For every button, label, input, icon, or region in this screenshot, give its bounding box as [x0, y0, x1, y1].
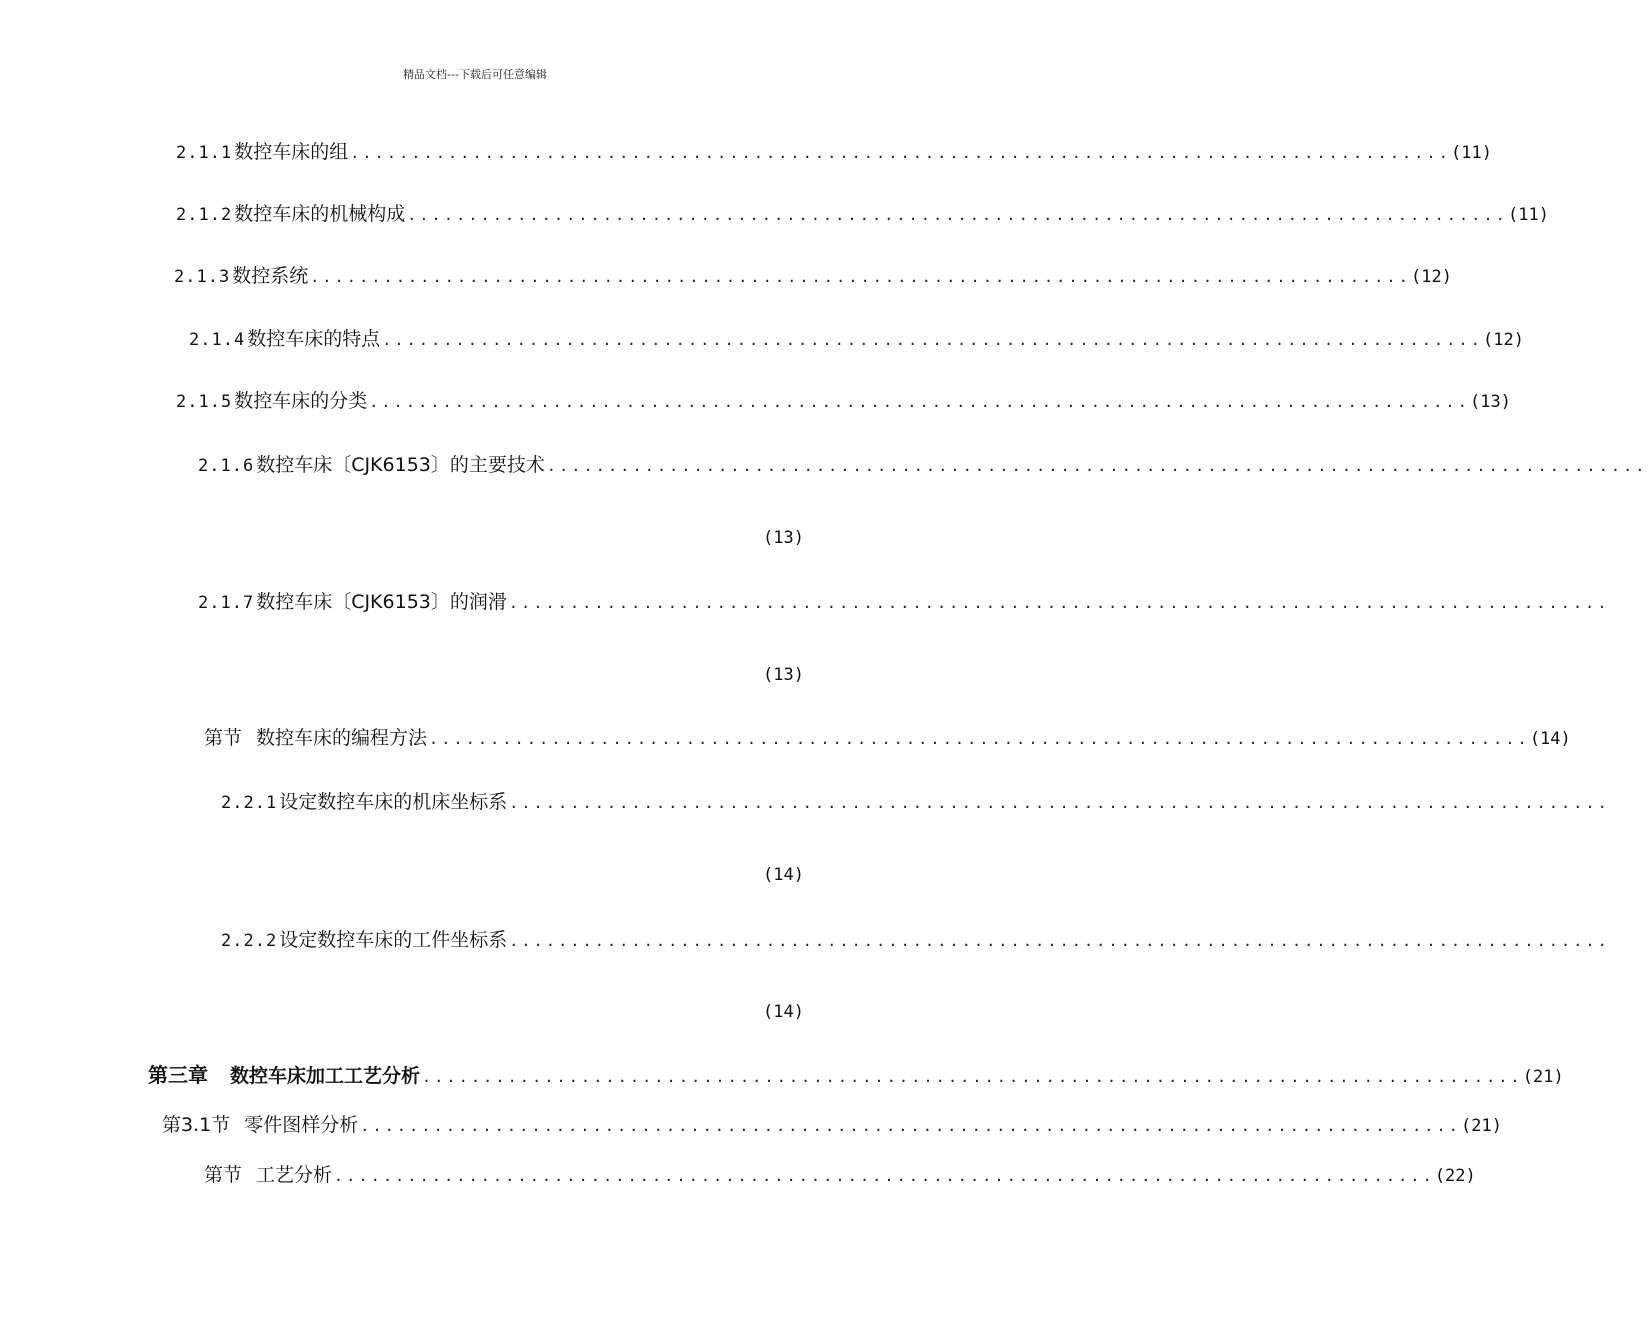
- toc-entry-number: 2.1.4: [189, 330, 246, 350]
- toc-leader-dots: ..........................................................................................: [422, 1068, 1523, 1086]
- toc-leader-dots: ..........................................................................................: [429, 730, 1530, 748]
- toc-chapter-label: 第三章: [148, 1063, 208, 1087]
- toc-entry-title: 数控车床的特点: [247, 328, 381, 350]
- toc-entry-title: 数控车床的编程方法: [256, 727, 428, 749]
- toc-entry-title: 数控车床〔CJK6153〕的主要技术: [256, 454, 545, 476]
- toc-leader-dots: ..........................................................................................: [310, 268, 1411, 286]
- toc-entry-section-label: 第节: [204, 727, 243, 749]
- toc-leader-dots: ..........................................................................................: [509, 932, 1610, 950]
- toc-entry-page: (11): [1507, 205, 1549, 225]
- toc-entry-section-process[interactable]: [204, 1163, 1476, 1187]
- toc-entry-2-1-7[interactable]: [198, 590, 1610, 614]
- toc-leader-dots: ..........................................................................................: [350, 144, 1451, 162]
- toc-entry-section-programming[interactable]: [204, 726, 1571, 750]
- toc-entry-title: 设定数控车床的机床坐标系: [279, 791, 508, 813]
- toc-leader-dots: ..........................................................................................: [508, 594, 1610, 612]
- toc-entry-page: (12): [1410, 267, 1452, 287]
- toc-entry-title: 数控系统: [232, 265, 309, 287]
- toc-entry-section-3-1[interactable]: [162, 1113, 1502, 1137]
- toc-entry-2-2-2[interactable]: [221, 928, 1610, 952]
- toc-entry-2-1-4[interactable]: [189, 327, 1524, 351]
- toc-entry-title: 数控车床〔CJK6153〕的润滑: [256, 591, 507, 613]
- toc-leader-dots: ..........................................................................................: [382, 331, 1483, 349]
- toc-entry-number: 2.2.1: [221, 793, 278, 813]
- toc-entry-number: 2.1.2: [176, 205, 233, 225]
- toc-entry-number: 2.1.6: [198, 456, 255, 476]
- toc-leader-dots: ..........................................................................................: [546, 457, 1648, 475]
- toc-entry-page: (13): [1469, 392, 1511, 412]
- toc-entry-2-1-6[interactable]: [198, 453, 1648, 477]
- toc-entry-number: 2.1.3: [174, 267, 231, 287]
- toc-entry-2-2-1[interactable]: [221, 790, 1610, 814]
- toc-entry-number: 2.2.2: [221, 931, 278, 951]
- toc-entry-section-label: 第3.1节: [162, 1114, 231, 1136]
- toc-entry-page: (11): [1450, 143, 1492, 163]
- toc-entry-2-1-1[interactable]: [176, 140, 1492, 164]
- toc-entry-number: 2.1.1: [176, 143, 233, 163]
- toc-entry-page: (21): [1522, 1067, 1564, 1087]
- toc-entry-title: 数控车床加工工艺分析: [230, 1065, 421, 1087]
- toc-entry-section-label: 第节: [204, 1164, 243, 1186]
- toc-entry-page: (13): [763, 665, 804, 685]
- toc-leader-dots: ..........................................................................................: [509, 794, 1610, 812]
- toc-entry-title: 数控车床的组: [234, 141, 349, 163]
- toc-entry-title: 设定数控车床的工件坐标系: [279, 929, 508, 951]
- toc-entry-page: (14): [1529, 729, 1571, 749]
- toc-entry-page: (14): [763, 865, 804, 885]
- toc-entry-2-1-2[interactable]: [176, 202, 1549, 226]
- toc-entry-title: 工艺分析: [256, 1164, 333, 1186]
- toc-entry-title: 数控车床的机械构成: [234, 203, 406, 225]
- toc-entry-page: (12): [1482, 330, 1524, 350]
- toc-entry-title: 数控车床的分类: [234, 390, 368, 412]
- toc-entry-title: 零件图样分析: [244, 1114, 359, 1136]
- toc-leader-dots: ..........................................................................................: [369, 393, 1470, 411]
- toc-entry-chapter-3[interactable]: [148, 1063, 1564, 1087]
- toc-entry-2-1-3[interactable]: [174, 264, 1452, 288]
- toc-entry-page: (14): [763, 1002, 804, 1022]
- toc-leader-dots: ..........................................................................................: [334, 1167, 1435, 1185]
- toc-entry-page: (13): [763, 528, 804, 548]
- toc-entry-page: (21): [1461, 1116, 1502, 1136]
- page-header: 精品文档---下载后可任意编辑: [403, 68, 547, 81]
- toc-entry-page: (22): [1434, 1166, 1476, 1186]
- toc-leader-dots: ..........................................................................................: [407, 206, 1508, 224]
- toc-entry-number: 2.1.7: [198, 593, 255, 613]
- toc-entry-number: 2.1.5: [176, 392, 233, 412]
- toc-entry-2-1-5[interactable]: [176, 389, 1511, 413]
- toc-leader-dots: ..........................................................................................: [360, 1117, 1462, 1135]
